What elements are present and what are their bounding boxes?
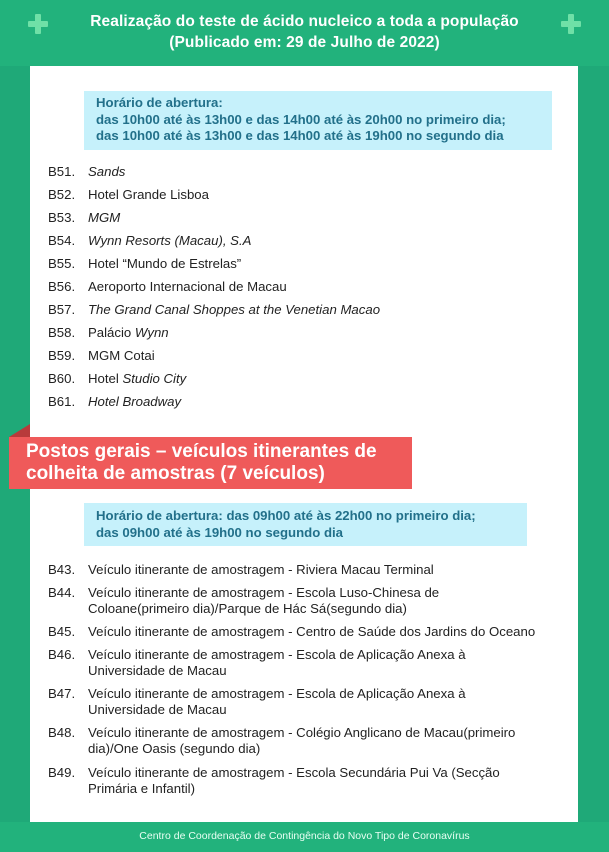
opening-hours-heading: Horário de abertura: <box>96 95 223 110</box>
item-name-line: Veículo itinerante de amostragem - Escola Luso-Chinesa de <box>88 585 440 600</box>
publication-date: (Publicado em: 29 de Julho de 2022) <box>169 34 440 51</box>
item-name-line: Veículo itinerante de amostragem - Escola Secundária Pui Va (Secção <box>88 765 500 780</box>
item-code: B60. <box>48 371 76 386</box>
page-title: Realização do teste de ácido nucleico a toda a população <box>90 13 519 30</box>
item-name <box>88 765 573 797</box>
item-name-part: Sands <box>88 164 126 179</box>
item-name-line: Universidade de Macau <box>88 702 227 717</box>
header <box>0 0 609 66</box>
item-name-part: Hotel <box>88 371 123 386</box>
item-name <box>88 348 573 364</box>
item-name-line: Veículo itinerante de amostragem - Escola de Aplicação Anexa à <box>88 647 466 662</box>
item-name-part: Palácio <box>88 325 135 340</box>
item-code: B45. <box>48 624 76 639</box>
item-code: B44. <box>48 585 76 600</box>
item-name <box>88 647 573 679</box>
item-name-part: Wynn Resorts (Macau), S.A <box>88 233 252 248</box>
item-code: B53. <box>48 210 76 225</box>
item-code: B59. <box>48 348 76 363</box>
item-name-part: MGM <box>88 210 121 225</box>
item-name <box>88 233 573 249</box>
opening-hours-day2: das 10h00 até às 13h00 e das 14h00 até às 19h00 no segundo dia <box>96 128 504 143</box>
item-code: B48. <box>48 725 76 740</box>
item-name <box>88 624 573 640</box>
opening-hours-box-2 <box>84 503 527 546</box>
item-name <box>88 325 573 341</box>
item-name-line: Coloane(primeiro dia)/Parque de Hác Sá(segundo dia) <box>88 601 407 616</box>
item-name-part: Hotel Broadway <box>88 394 182 409</box>
opening-hours-day1: das 10h00 até às 13h00 e das 14h00 até às 20h00 no primeiro dia; <box>96 111 506 127</box>
item-name-part: MGM Cotai <box>88 348 155 363</box>
banner-line-1: Postos gerais – veículos itinerantes de <box>26 441 377 462</box>
opening-hours-box-1 <box>84 91 552 150</box>
item-name-part: Wynn <box>134 325 169 340</box>
item-name <box>88 210 573 226</box>
item-name-line: Universidade de Macau <box>88 663 227 678</box>
item-name <box>88 164 573 180</box>
item-name <box>88 686 573 718</box>
item-name-line: Primária e Infantil) <box>88 781 196 796</box>
item-name <box>88 394 573 410</box>
item-code: B55. <box>48 256 76 271</box>
item-code: B57. <box>48 302 76 317</box>
item-name-line: Veículo itinerante de amostragem - Centro de Saúde dos Jardins do Oceano <box>88 624 536 639</box>
banner-line-2: colheita de amostras (7 veículos) <box>26 463 325 484</box>
opening-hours-line-1: Horário de abertura: das 09h00 até às 22h00 no primeiro dia; <box>96 508 476 523</box>
item-code: B61. <box>48 394 76 409</box>
item-code: B51. <box>48 164 76 179</box>
item-name-line: dia)/One Oasis (segundo dia) <box>88 741 261 756</box>
item-code: B56. <box>48 279 76 294</box>
item-name <box>88 585 573 617</box>
banner-fold <box>9 424 30 437</box>
item-name-part: Studio City <box>122 371 187 386</box>
item-name <box>88 256 573 272</box>
item-name <box>88 725 573 757</box>
item-name-part: The Grand Canal Shoppes at the Venetian Macao <box>88 302 381 317</box>
item-name-line: Veículo itinerante de amostragem - Riviera Macau Terminal <box>88 562 434 577</box>
item-code: B54. <box>48 233 76 248</box>
item-code: B58. <box>48 325 76 340</box>
section-banner <box>9 437 412 489</box>
item-code: B49. <box>48 765 76 780</box>
opening-hours-line-2: das 09h00 até às 19h00 no segundo dia <box>96 524 343 540</box>
item-name-part: Hotel Grande Lisboa <box>88 187 209 202</box>
item-name-part: Hotel “Mundo de Estrelas” <box>88 256 242 271</box>
item-name <box>88 371 573 387</box>
item-name-line: Veículo itinerante de amostragem - Escola de Aplicação Anexa à <box>88 686 466 701</box>
item-name <box>88 302 573 318</box>
footer: Centro de Coordenação de Contingência do Novo Tipo de Coronavírus <box>0 822 609 852</box>
item-code: B47. <box>48 686 76 701</box>
item-code: B46. <box>48 647 76 662</box>
item-name <box>88 187 573 203</box>
item-code: B43. <box>48 562 76 577</box>
item-name <box>88 562 573 578</box>
item-name-line: Veículo itinerante de amostragem - Colégio Anglicano de Macau(primeiro <box>88 725 516 740</box>
item-name <box>88 279 573 295</box>
item-name-part: Aeroporto Internacional de Macau <box>88 279 287 294</box>
item-code: B52. <box>48 187 76 202</box>
